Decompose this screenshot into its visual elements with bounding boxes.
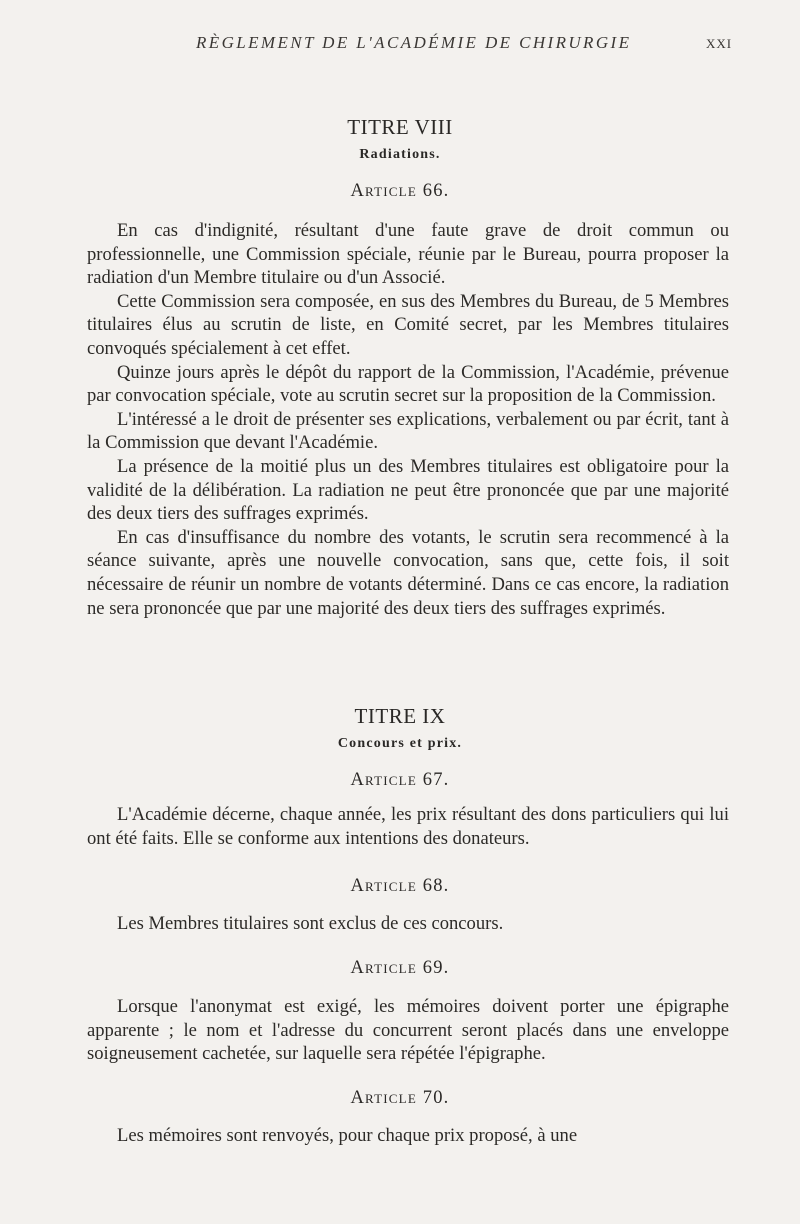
page-number: XXI [706,36,733,51]
paragraph: Les mémoires sont renvoyés, pour chaque prix proposé, à une [117,1125,578,1146]
paragraph: En cas d'indignité, résultant d'une faute grave de droit commun ou professionnelle, une Commission spéciale, réunie par le Bureau, pourra proposer la radiation d'un Membre titulaire ou d'un Associé. [87,220,729,289]
article-heading: Article 66. [350,181,450,201]
article-body [87,1124,729,1148]
paragraph: La présence de la moitié plus un des Membres titulaires est obligatoire pour la validité de la délibération. La radiation ne peut être prononcée que par une majorité des deux tiers des suffrages exprimés. [87,455,729,525]
article-heading: Article 68. [350,876,450,896]
article-heading: Article 67. [350,770,450,790]
article-body [87,219,729,620]
paragraph: En cas d'insuffisance du nombre des votants, le scrutin sera recommencé à la séance suivante, après une nouvelle convocation, sans que, cette fois, il soit nécessaire de réunir un nombre de votants déterminé. Dans ce cas encore, la radiation ne sera prononcée que par une majorité des deux tiers des suffrages exprimés. [87,526,729,619]
paragraph: L'intéressé a le droit de présenter ses explications, verbalement ou par écrit, tant à la Commission que devant l'Académie. [87,408,729,454]
section-subtitle: Radiations. [359,147,441,162]
section-title: TITRE VIII [347,115,453,139]
article-body [87,912,729,936]
article-heading: Article 70. [350,1088,450,1108]
article-body [87,995,729,1066]
paragraph: Cette Commission sera composée, en sus des Membres du Bureau, de 5 Membres titulaires élus au scrutin de liste, en Comité secret, par les Membres titulaires convoqués spécialement à cet effet. [87,290,729,359]
running-title: RÈGLEMENT DE L'ACADÉMIE DE CHIRURGIE [196,33,632,52]
section-title: TITRE IX [354,704,446,728]
paragraph: Les Membres titulaires sont exclus de ces concours. [117,913,504,934]
section-subtitle: Concours et prix. [337,736,463,751]
paragraph: Quinze jours après le dépôt du rapport de la Commission, l'Académie, prévenue par convocation spéciale, vote au scrutin secret sur la proposition de la Commission. [87,361,729,407]
paragraph: Lorsque l'anonymat est exigé, les mémoires doivent porter une épigraphe apparente ; le nom et l'adresse du concurrent seront placés dans une enveloppe soigneusement cachetée, sur laquelle sera répétée l'épigraphe. [87,996,729,1065]
paragraph: L'Académie décerne, chaque année, les prix résultant des dons particuliers qui lui ont été faits. Elle se conforme aux intentions des donateurs. [87,804,729,849]
article-body [87,803,729,850]
article-heading: Article 69. [350,958,450,978]
